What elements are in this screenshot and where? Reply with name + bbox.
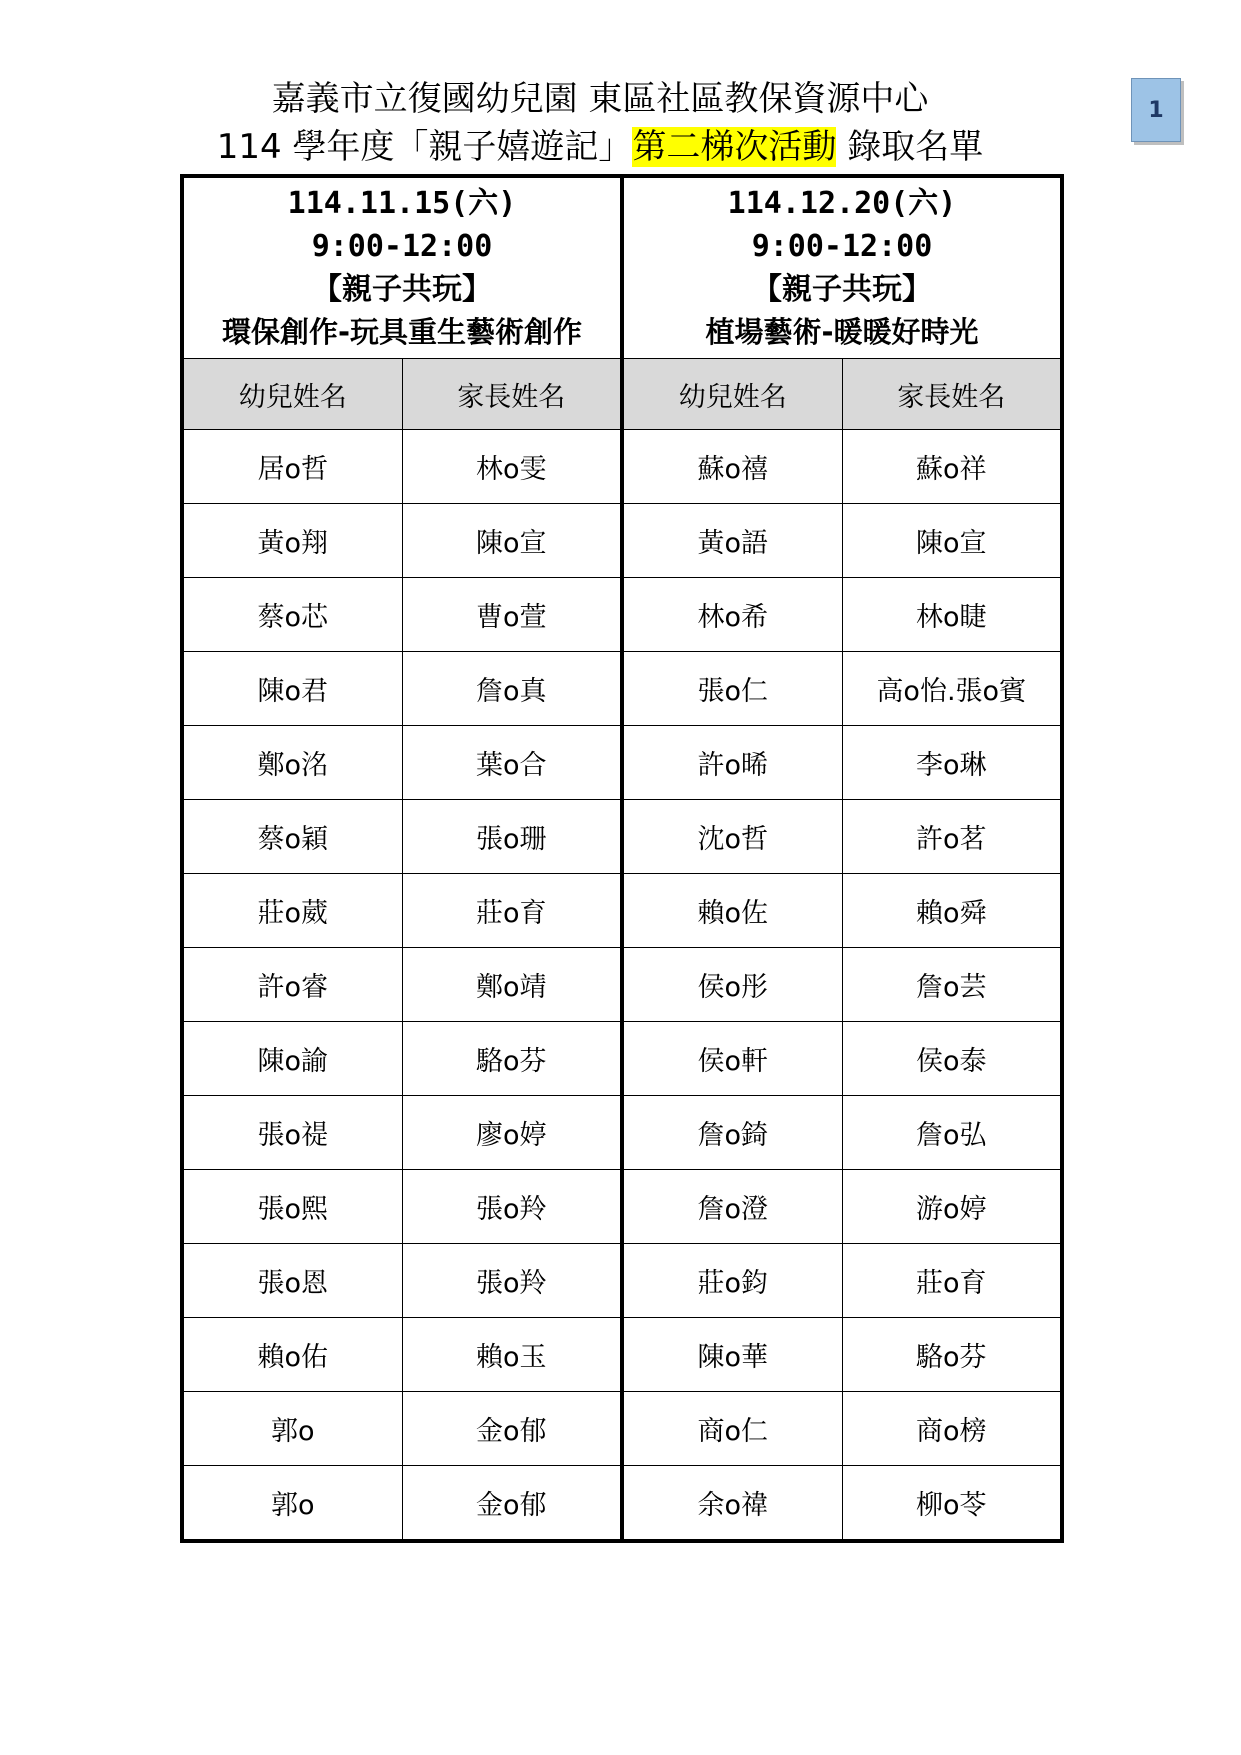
child-name-cell: 莊ο葳 xyxy=(182,874,402,948)
parent-name-cell: 商ο榜 xyxy=(842,1392,1062,1466)
session-theme: 環保創作-玩具重生藝術創作 xyxy=(221,315,583,349)
parent-name-cell: 高ο怡.張ο賓 xyxy=(842,652,1062,726)
table-row xyxy=(182,1170,1062,1244)
column-header-parent-name: 家長姓名 xyxy=(402,359,622,430)
column-header-child-name: 幼兒姓名 xyxy=(622,359,842,430)
child-name-cell: 林ο希 xyxy=(622,578,842,652)
table-row xyxy=(182,1244,1062,1318)
child-name-cell: 許ο晞 xyxy=(622,726,842,800)
table-row xyxy=(182,1022,1062,1096)
child-name-cell: 商ο仁 xyxy=(622,1392,842,1466)
parent-name-cell: 張ο羚 xyxy=(402,1170,622,1244)
parent-name-cell: 詹ο真 xyxy=(402,652,622,726)
child-name-cell: 許ο睿 xyxy=(182,948,402,1022)
session-2-header xyxy=(622,176,1062,359)
child-name-cell: 沈ο哲 xyxy=(622,800,842,874)
parent-name-cell: 莊ο育 xyxy=(402,874,622,948)
child-name-cell: 侯ο軒 xyxy=(622,1022,842,1096)
title-line-1: 嘉義市立復國幼兒園 東區社區教保資源中心 xyxy=(271,79,929,119)
child-name-cell: 賴ο佑 xyxy=(182,1318,402,1392)
session-date: 114.12.20(六) xyxy=(727,186,957,221)
title-line-2 xyxy=(150,124,1050,170)
child-name-cell: 詹ο錡 xyxy=(622,1096,842,1170)
child-name-cell: 余ο禕 xyxy=(622,1466,842,1542)
parent-name-cell: 葉ο合 xyxy=(402,726,622,800)
table-row xyxy=(182,948,1062,1022)
parent-name-cell: 張ο珊 xyxy=(402,800,622,874)
child-name-cell: 陳ο君 xyxy=(182,652,402,726)
roster-table xyxy=(180,174,1064,1543)
column-header-child-name: 幼兒姓名 xyxy=(182,359,402,430)
parent-name-cell: 駱ο芬 xyxy=(842,1318,1062,1392)
parent-name-cell: 賴ο玉 xyxy=(402,1318,622,1392)
session-mode: 【親子共玩】 xyxy=(752,272,932,307)
table-row xyxy=(182,800,1062,874)
child-name-cell: 鄭ο洺 xyxy=(182,726,402,800)
child-name-cell: 居ο哲 xyxy=(182,430,402,504)
child-name-cell: 侯ο彤 xyxy=(622,948,842,1022)
page-number-badge: 1 xyxy=(1131,78,1181,142)
parent-name-cell: 詹ο芸 xyxy=(842,948,1062,1022)
table-row xyxy=(182,1466,1062,1542)
parent-name-cell: 廖ο婷 xyxy=(402,1096,622,1170)
roster-rows xyxy=(182,430,1062,1542)
child-name-cell: 賴ο佐 xyxy=(622,874,842,948)
parent-name-cell: 金ο郁 xyxy=(402,1392,622,1466)
parent-name-cell: 陳ο宣 xyxy=(402,504,622,578)
parent-name-cell: 柳ο苓 xyxy=(842,1466,1062,1542)
child-name-cell: 張ο禔 xyxy=(182,1096,402,1170)
parent-name-cell: 賴ο舜 xyxy=(842,874,1062,948)
title-highlight: 第二梯次活動 xyxy=(632,127,837,167)
session-mode: 【親子共玩】 xyxy=(312,272,492,307)
session-time: 9:00-12:00 xyxy=(311,229,493,264)
parent-name-cell: 陳ο宣 xyxy=(842,504,1062,578)
child-name-cell: 蘇ο禧 xyxy=(622,430,842,504)
child-name-cell: 黃ο翔 xyxy=(182,504,402,578)
child-name-cell: 張ο恩 xyxy=(182,1244,402,1318)
table-row xyxy=(182,726,1062,800)
child-name-cell: 詹ο澄 xyxy=(622,1170,842,1244)
parent-name-cell: 蘇ο祥 xyxy=(842,430,1062,504)
parent-name-cell: 金ο郁 xyxy=(402,1466,622,1542)
child-name-cell: 郭ο xyxy=(182,1392,402,1466)
table-row xyxy=(182,430,1062,504)
parent-name-cell: 張ο羚 xyxy=(402,1244,622,1318)
session-1-header xyxy=(182,176,622,359)
child-name-cell: 陳ο諭 xyxy=(182,1022,402,1096)
parent-name-cell: 游ο婷 xyxy=(842,1170,1062,1244)
child-name-cell: 陳ο華 xyxy=(622,1318,842,1392)
child-name-cell: 張ο仁 xyxy=(622,652,842,726)
table-row xyxy=(182,1096,1062,1170)
session-date: 114.11.15(六) xyxy=(287,186,517,221)
table-row xyxy=(182,578,1062,652)
table-row xyxy=(182,504,1062,578)
session-time: 9:00-12:00 xyxy=(751,229,933,264)
parent-name-cell: 莊ο育 xyxy=(842,1244,1062,1318)
table-row xyxy=(182,874,1062,948)
child-name-cell: 蔡ο芯 xyxy=(182,578,402,652)
child-name-cell: 蔡ο穎 xyxy=(182,800,402,874)
table-row xyxy=(182,1318,1062,1392)
child-name-cell: 黃ο語 xyxy=(622,504,842,578)
parent-name-cell: 林ο睫 xyxy=(842,578,1062,652)
table-row xyxy=(182,1392,1062,1466)
parent-name-cell: 李ο琳 xyxy=(842,726,1062,800)
parent-name-cell: 鄭ο靖 xyxy=(402,948,622,1022)
table-row xyxy=(182,652,1062,726)
child-name-cell: 莊ο鈞 xyxy=(622,1244,842,1318)
session-theme: 植場藝術-暖暖好時光 xyxy=(705,315,979,349)
title-suffix: 錄取名單 xyxy=(836,127,984,167)
parent-name-cell: 林ο雯 xyxy=(402,430,622,504)
column-header-parent-name: 家長姓名 xyxy=(842,359,1062,430)
child-name-cell: 張ο熙 xyxy=(182,1170,402,1244)
title-prefix: 114 學年度「親子嬉遊記」 xyxy=(216,127,633,167)
parent-name-cell: 許ο茗 xyxy=(842,800,1062,874)
parent-name-cell: 曹ο萱 xyxy=(402,578,622,652)
parent-name-cell: 駱ο芬 xyxy=(402,1022,622,1096)
parent-name-cell: 侯ο泰 xyxy=(842,1022,1062,1096)
parent-name-cell: 詹ο弘 xyxy=(842,1096,1062,1170)
child-name-cell: 郭ο xyxy=(182,1466,402,1542)
